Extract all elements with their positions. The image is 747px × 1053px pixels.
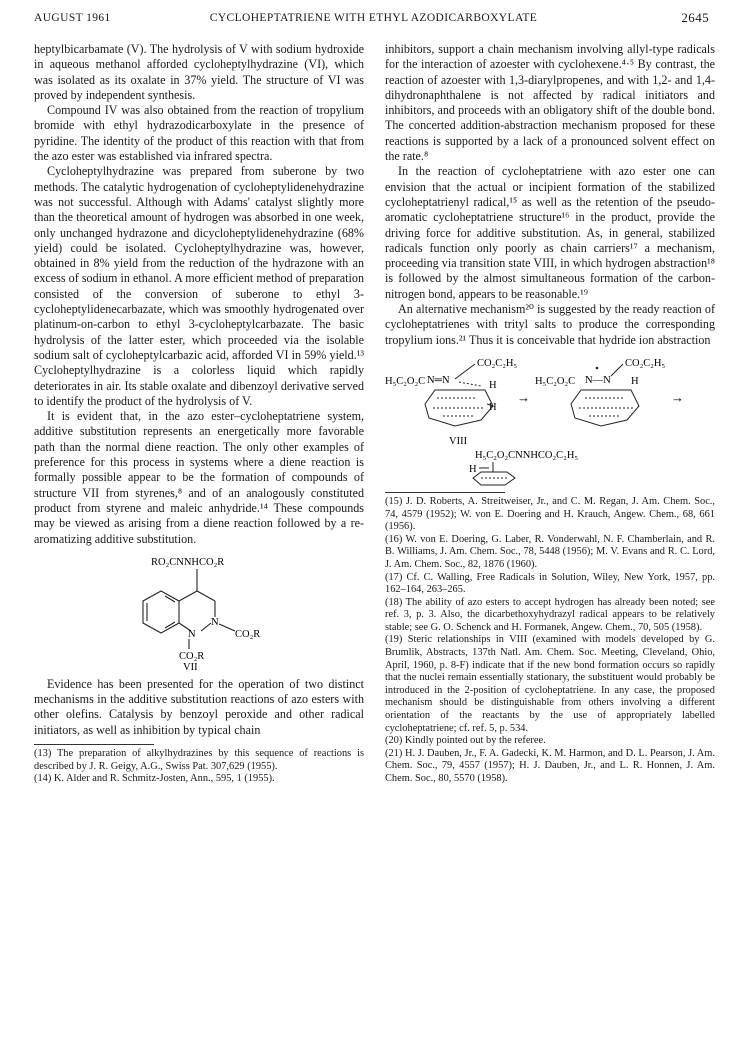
left-paragraph-4: It is evident that, in the azo ester–cycloheptatriene system, additive substitution represents an energetically more favorable path than the normal diene reaction. The only other examples of preference for this process in systems where a diene reaction is formally possible appear to be the formation of compounds of structure VII from styrenes,⁸ and of an analogously constituted product from styrene and maleic anhydride.¹⁴ These compounds may be viewed as arising from a diene reaction followed by a re-aromatizing additive substitution. bbox=[34, 409, 364, 546]
right-paragraph-3: An alternative mechanism²⁰ is suggested by the ready reaction of cycloheptatrienes with trityl salts to produce the corresponding tropylium ions.²¹ Thus it is conceivable that hydride ion abstraction bbox=[385, 302, 715, 347]
footnote-19: (19) Steric relationships in VIII (examined with models developed by G. Brumlik, Abstracts, 137th Natl. Am. Chem. Soc. Meeting, Cleveland, Ohio, April, 1960, p. 8-F) indicate that if the new bond formation occurs so rapidly that the nuclei remain essentially stationary, the substituent would probably be introduced in the 2-position of cycloheptatriene. In any case, the proposed mechanism should be distinguishable from others involving a different orientation of the reactants by the use of appropriately labelled cycloheptatriene; cf. ref. 5, p. 534. bbox=[385, 634, 715, 734]
struct-vii-co2r-bottom: CO₂R bbox=[179, 650, 205, 662]
struct-viii-b-top: CO₂C₂H₅ bbox=[625, 357, 666, 369]
radical-dot bbox=[596, 367, 599, 370]
struct-viii-product: H₅C₂O₂CNNHCO₂C₂H₅ bbox=[475, 449, 579, 461]
footnote-17: (17) Cf. C. Walling, Free Radicals in Solution, Wiley, New York, 1957, pp. 162–164, 263–265. bbox=[385, 571, 715, 596]
running-header-date: AUGUST 1961 bbox=[34, 12, 111, 24]
footnote-20: (20) Kindly pointed out by the referee. bbox=[385, 735, 546, 747]
footnote-16: (16) W. von E. Doering, G. Laber, R. Vonderwahl, N. F. Chamberlain, and R. B. Williams, J. Am. Chem. Soc., 78, 5448 (1956); M. V. Evans and R. C. Lord, J. Am. Chem. Soc., 82, 1876 (1960). bbox=[385, 533, 715, 570]
running-header-title: CYCLOHEPTATRIENE WITH ETHYL AZODICARBOXYLATE bbox=[209, 12, 538, 24]
left-paragraph-2: Compound IV was also obtained from the reaction of tropylium bromide with ethyl hydrazodicarboxylate in the presence of pyridine. The identity of the product of this reaction with that from the azo ester was established via infrared spectra. bbox=[34, 103, 364, 164]
footnote-rule-left bbox=[34, 744, 154, 745]
struct-viii-b-h: H bbox=[631, 375, 639, 387]
struct-vii-n1: N bbox=[188, 628, 196, 640]
arrow-1-icon: → bbox=[517, 389, 530, 405]
footnote-21: (21) H. J. Dauben, Jr., F. A. Gadecki, K. M. Harmon, and D. L. Pearson, J. Am. Chem. Soc., 79, 4557 (1957); H. J. Dauben, Jr., and L. R. Honnen, J. Am. Chem. Soc., 80, 5570 (1958). bbox=[385, 747, 715, 784]
struct-viii-a-top: CO₂C₂H₅ bbox=[477, 357, 518, 369]
footnote-14: (14) K. Alder and R. Schmitz-Josten, Ann., 595, 1 (1955). bbox=[34, 773, 275, 785]
left-column bbox=[34, 42, 364, 786]
struct-vii-label: VII bbox=[183, 661, 198, 671]
right-column bbox=[385, 42, 715, 786]
struct-viii-b-n: N—N bbox=[585, 374, 611, 386]
left-paragraph-1: heptylbicarbamate (V). The hydrolysis of V with sodium hydroxide in aqueous methanol afforded cycloheptylhydrazine (VI), which was isolated as its oxalate in 37% yield. The structure of VI was proved by independent synthesis. bbox=[34, 42, 364, 102]
struct-vii-co2r-right: CO₂R bbox=[235, 628, 261, 640]
footnote-15: (15) J. D. Roberts, A. Streitweiser, Jr., and C. M. Regan, J. Am. Chem. Soc., 74, 4579 (1952); W. von E. Doering and H. Krauch, Angew. Chem., 68, 661 (1956). bbox=[385, 495, 715, 533]
right-paragraph-2: In the reaction of cycloheptatriene with azo ester one can envision that the actual or incipient formation of the stabilized cycloheptatrienyl radical,¹⁵ as well as the retention of the pseudo-aromatic cycloheptatriene structure¹⁶ in the product, provide the driving force for additive substitution. As, in general, stabilized radicals function only poorly as chain carriers¹⁷ a mechanism, proceeding via transition state VIII, in which hydrogen abstraction¹⁸ is followed by the almost simultaneous formation of the carbon-nitrogen bond, appears to be reasonable.¹⁹ bbox=[385, 164, 715, 301]
struct-viii-a-n: N═N bbox=[427, 374, 450, 386]
struct-vii-top-label: RO₂CNNHCO₂R bbox=[151, 556, 225, 568]
struct-viii-b-left: H₅C₂O₂C bbox=[535, 375, 576, 387]
struct-viii-product-h: H bbox=[469, 463, 477, 475]
right-paragraph-1: inhibitors, support a chain mechanism involving allyl-type radicals for the interaction of azoester with cyclohexene.⁴·⁵ By contrast, the reaction of azoester with 1,3-diarylpropenes, and with 1,2- and 1,4-dihydronaphthalene is not affected by radical initiators and inhibitors, and proceeds with an obligatory shift of the double bond. The concerted addition-abstraction mechanism proposed for these reactions is supported by a lack of a pronounced solvent effect on the rate.⁸ bbox=[385, 42, 715, 164]
footnote-13: (13) The preparation of alkylhydrazines by this sequence of reactions is described by J. R. Geigy, A.G., Swiss Pat. 307,629 (1955). bbox=[34, 747, 364, 772]
struct-viii-a-left: H₅C₂O₂C bbox=[385, 375, 426, 387]
structure-VII bbox=[99, 553, 299, 671]
left-paragraph-5: Evidence has been presented for the operation of two distinct mechanisms in the additive substitution reactions of azo esters with other olefins. Catalysis by benzoyl peroxide and other radical initiators, as well as inhibition by typical chain bbox=[34, 676, 364, 737]
struct-vii-n2: N bbox=[211, 616, 219, 628]
arrow-2-icon: → bbox=[671, 389, 684, 405]
footnote-18: (18) The ability of azo esters to accept hydrogen has already been noted; see ref. 3, p. 3. Also, the dicarbethoxyhydrazyl radical appears to be relatively stable; see G. O. Schenck and H. Formanek, Angew. Chem., 70, 505 (1958). bbox=[385, 596, 715, 633]
page-number: 2645 bbox=[681, 10, 709, 25]
structure-VIII bbox=[385, 354, 715, 486]
struct-viii-a-h2: H bbox=[489, 401, 497, 413]
left-paragraph-3: Cycloheptylhydrazine was prepared from suberone by two methods. The catalytic hydrogenation of cycloheptylidenehydrazine was not successful. Although with Adams' catalyst slightly more than the theoretical amount of hydrogen was absorbed in one week, only unchanged hydrazone and dicycloheptylidenehydrazine (68% yield) could be isolated. Cycloheptylhydrazine was, however, obtained in 8% yield from the reduction of the hydrazone with an excess of sodium in ethanol. A more efficient method of preparation consisted of the conversion of suberone to ethyl 3-cycloheptylidenecarbazate, which was smoothly hydrogenated over platinum-on-carbon to ethyl 3-cycloheptylcarbazate. The basic hydrolysis of the latter ester, which proceeded via the isolable sodium salt of cycloheptylcarbazic acid, afforded VI in 59% yield.¹³ Cycloheptylhydrazine is a colorless liquid which rapidly deteriorates in air. Its stable oxalate and dibenzoyl derivative served to identify the product of the hydrolysis of V. bbox=[34, 164, 364, 408]
footnote-rule-right bbox=[385, 492, 505, 493]
struct-viii-a-h1: H bbox=[489, 379, 497, 391]
struct-viii-label: VIII bbox=[449, 435, 468, 447]
